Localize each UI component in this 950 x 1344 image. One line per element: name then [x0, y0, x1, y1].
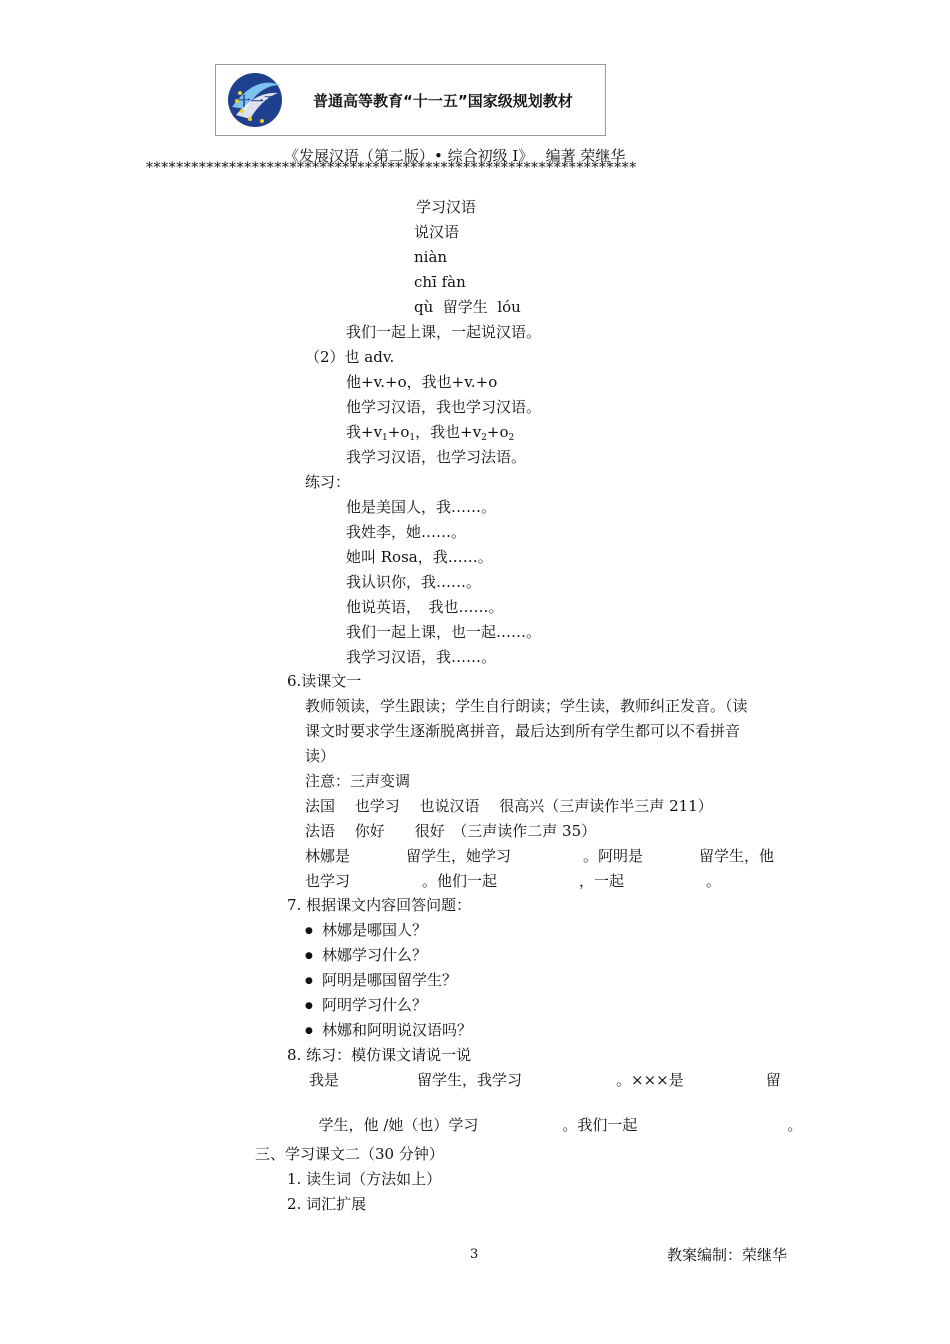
fill-segment: 留学生，我学习 — [417, 1071, 523, 1089]
separator-stars: ***************************************************************** — [146, 160, 637, 176]
list-item: chī fàn — [414, 273, 466, 291]
fill-segment: 留学生，他 — [699, 847, 775, 865]
list-item: 学习汉语 — [416, 198, 477, 216]
section-6-title: 6.读课文一 — [287, 672, 362, 690]
practice-item: 我姓李，她……。 — [346, 523, 467, 541]
tone-example: 法国 也学习 也说汉语 很高兴（三声读作半三声 211） — [305, 797, 713, 815]
question-item: ● 林娜学习什么？ — [322, 945, 427, 965]
practice-item: 我们一起上课，也一起……。 — [346, 623, 542, 641]
pattern-part: ，我也+v — [415, 423, 482, 441]
practice-label: 练习： — [305, 473, 351, 491]
section-3-title: 三、学习课文二（30 分钟） — [255, 1145, 444, 1163]
fill-segment: 。我们一起 — [562, 1116, 638, 1134]
grammar-heading: （2）也 adv. — [305, 348, 395, 366]
fill-segment: 留 — [765, 1071, 781, 1089]
section-6-paragraph: 教师领读，学生跟读；学生自行朗读；学生读，教师纠正发音。（读 — [305, 697, 748, 715]
practice-item: 他是美国人，我……。 — [346, 498, 497, 516]
grammar-pattern: 他+v.+o，我也+v.+o — [346, 373, 498, 391]
fill-segment: 。阿明是 — [583, 847, 644, 865]
fill-segment: 。 — [787, 1116, 803, 1134]
grammar-pattern — [346, 422, 514, 448]
example-sentence: 我学习汉语，也学习法语。 — [346, 448, 527, 466]
practice-item: 我认识你，我……。 — [346, 573, 482, 591]
practice-item: 他说英语， 我也……。 — [346, 598, 504, 616]
fill-segment: 留学生，她学习 — [406, 847, 512, 865]
fill-segment: 林娜是 — [305, 847, 351, 865]
pattern-subscript: 1 — [382, 433, 388, 443]
fill-blank-line — [309, 1070, 781, 1090]
header-banner — [215, 64, 606, 136]
pattern-subscript: 1 — [409, 433, 416, 443]
pattern-part: +o — [486, 423, 509, 441]
fill-segment: 学生，他 /她（也）学习 — [318, 1116, 479, 1134]
fill-segment: ，一起 — [579, 872, 625, 890]
fill-segment: 。×××是 — [616, 1071, 684, 1089]
book-title-line: 《发展汉语（第二版）• 综合初级 I》 编著 荣继华 — [284, 147, 626, 165]
section-3-item: 1. 读生词（方法如上） — [287, 1170, 442, 1188]
pattern-part: +o — [387, 423, 410, 441]
page-number: 3 — [470, 1247, 479, 1262]
fill-blank-line — [305, 846, 774, 866]
list-item: qù 留学生 lóu — [414, 298, 521, 316]
list-item: 说汉语 — [414, 223, 460, 241]
practice-item: 我学习汉语，我……。 — [346, 648, 497, 666]
fill-segment: 。 — [706, 872, 722, 890]
fill-segment: 也学习 — [305, 872, 351, 890]
question-item: ● 林娜是哪国人？ — [322, 920, 427, 940]
fill-segment: 。他们一起 — [422, 872, 498, 890]
section-6-paragraph: 读） — [305, 747, 336, 765]
section-6-paragraph: 课文时要求学生逐渐脱离拼音，最后达到所有学生都可以不看拼音 — [305, 722, 741, 740]
question-item: ● 阿明学习什么？ — [322, 995, 427, 1015]
question-item: ● 林娜和阿明说汉语吗？ — [322, 1020, 472, 1040]
section-8-title: 8. 练习：模仿课文请说一说 — [287, 1046, 472, 1064]
practice-item: 她叫 Rosa，我……。 — [346, 548, 493, 566]
banner-title: 普通高等教育“十一五”国家级规划教材 — [313, 92, 573, 110]
pattern-subscript: 2 — [481, 433, 487, 443]
section-7-title: 7. 根据课文内容回答问题： — [287, 896, 472, 914]
footer-author: 教案编制：荣继华 — [667, 1246, 788, 1264]
section-3-item: 2. 词汇扩展 — [287, 1195, 367, 1213]
question-item: ● 阿明是哪国留学生？ — [322, 970, 457, 990]
example-sentence: 我们一起上课，一起说汉语。 — [346, 323, 542, 341]
pattern-subscript: 2 — [508, 433, 515, 443]
fill-blank-line — [309, 1095, 802, 1135]
textbook-series-logo-icon — [226, 71, 284, 129]
logo-text: 十一五 — [237, 95, 277, 110]
list-item: niàn — [414, 248, 448, 266]
pattern-part: 我+v — [346, 423, 383, 441]
tone-note: 注意：三声变调 — [305, 772, 411, 790]
tone-example: 法语 你好 很好 （三声读作二声 35） — [305, 822, 597, 840]
fill-segment: 我是 — [309, 1071, 340, 1089]
example-sentence: 他学习汉语，我也学习汉语。 — [346, 398, 542, 416]
fill-blank-line — [305, 871, 721, 891]
